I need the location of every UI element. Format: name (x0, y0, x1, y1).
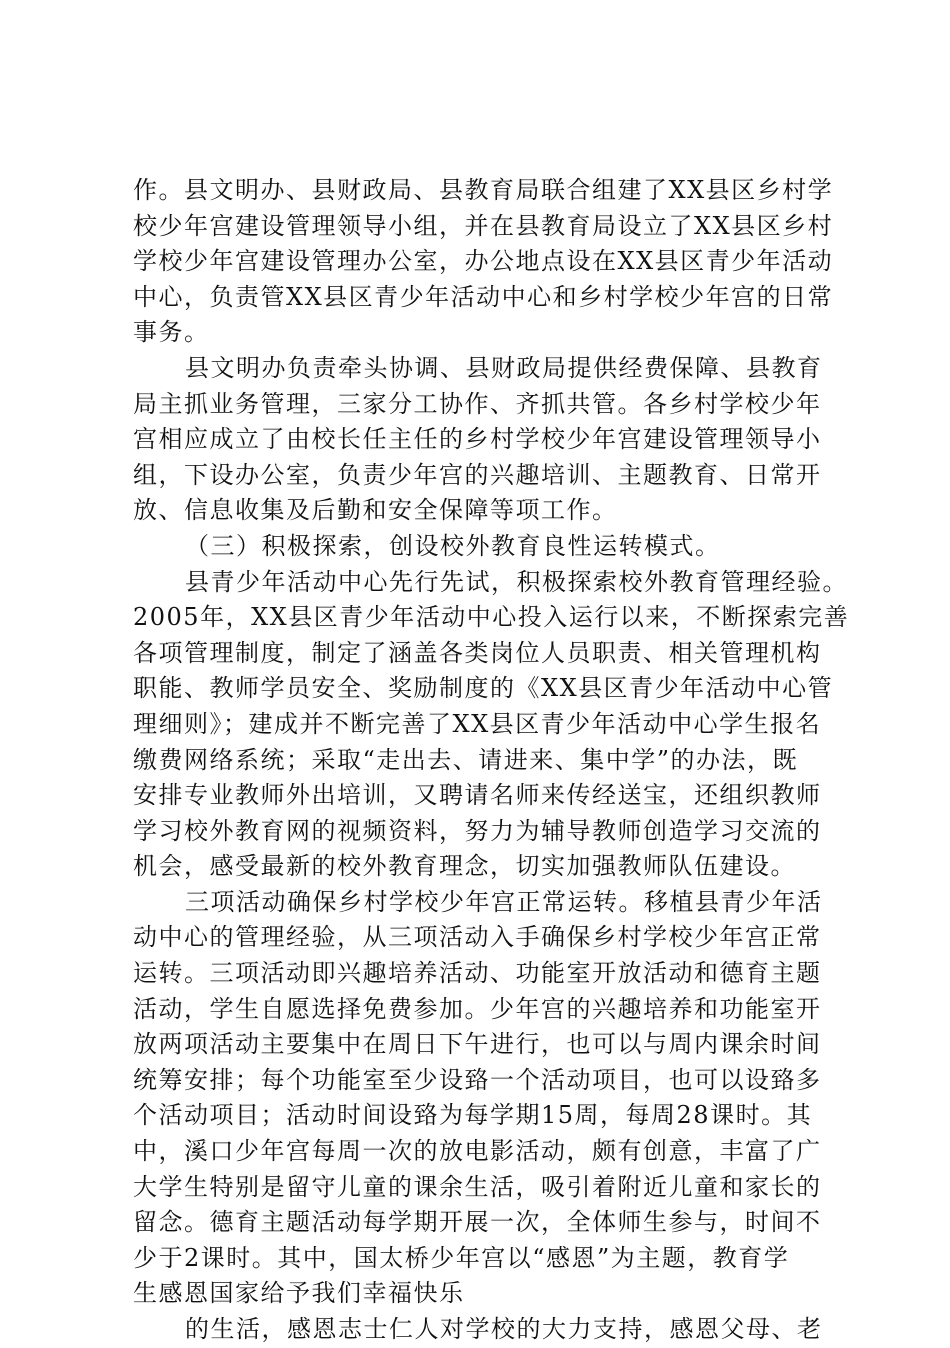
text-line: 中心，负责管XX县区青少年活动中心和乡村学校少年宫的日常 (133, 282, 834, 311)
text-line: 放两项活动主要集中在周日下午进行，也可以与周内课余时间 (133, 1030, 822, 1059)
text-line: 职能、教师学员安全、奖励制度的《XX县区青少年活动中心管 (133, 674, 834, 703)
text-line: 个活动项目；活动时间设臵为每学期15周，每周28课时。其 (133, 1101, 813, 1130)
text-line: 运转。三项活动即兴趣培养活动、功能室开放活动和德育主题 (133, 959, 822, 988)
text-line: 县青少年活动中心先行先试，积极探索校外教育管理经验。 (185, 567, 848, 596)
text-line: 宫相应成立了由校长任主任的乡村学校少年宫建设管理领导小 (133, 425, 822, 454)
text-line: 放、信息收集及后勤和安全保障等项工作。 (133, 496, 618, 525)
text-line: （三）积极探索，创设校外教育良性运转模式。 (185, 531, 721, 560)
text-line: 学习校外教育网的视频资料，努力为辅导教师创造学习交流的 (133, 816, 822, 845)
text-line: 动中心的管理经验，从三项活动入手确保乡村学校少年宫正常 (133, 923, 822, 952)
text-line: 学校少年宫建设管理办公室，办公地点设在XX县区青少年活动 (133, 247, 834, 276)
text-line: 大学生特别是留守儿童的课余生活，吸引着附近儿童和家长的 (133, 1172, 822, 1201)
text-line: 作。县文明办、县财政局、县教育局联合组建了XX县区乡村学 (133, 176, 834, 204)
text-line: 生感恩国家给予我们幸福快乐 (133, 1279, 465, 1308)
text-line: 留念。德育主题活动每学期开展一次，全体师生参与，时间不 (133, 1208, 822, 1237)
text-line: 理细则》；建成并不断完善了XX县区青少年活动中心学生报名 (133, 709, 822, 738)
text-line: 中，溪口少年宫每周一次的放电影活动，颇有创意，丰富了广 (133, 1137, 822, 1166)
text-line: 安排专业教师外出培训，又聘请名师来传经送宝，还组织教师 (133, 781, 822, 810)
text-line: 统筹安排；每个功能室至少设臵一个活动项目，也可以设臵多 (133, 1065, 822, 1094)
document-body (133, 173, 850, 1348)
text-line: 2005年，XX县区青少年活动中心投入运行以来，不断探索完善 (133, 603, 850, 632)
text-line: 县文明办负责牵头协调、县财政局提供经费保障、县教育 (185, 353, 823, 382)
text-line: 活动，学生自愿选择免费参加。少年宫的兴趣培养和功能室开 (133, 994, 822, 1023)
text-line: 校少年宫建设管理领导小组，并在县教育局设立了XX县区乡村 (133, 211, 834, 240)
text-line: 少于2课时。其中，国太桥少年宫以“感恩”为主题，教育学 (133, 1243, 790, 1272)
text-line: 缴费网络系统；采取“走出去、请进来、集中学”的办法，既 (133, 745, 799, 774)
text-line: 的生活，感恩志士仁人对学校的大力支持，感恩父母、老 (185, 1315, 823, 1343)
text-line: 组，下设办公室，负责少年宫的兴趣培训、主题教育、日常开 (133, 460, 822, 489)
text-line: 各项管理制度，制定了涵盖各类岗位人员职责、相关管理机构 (133, 638, 822, 667)
text-line: 机会，感受最新的校外教育理念，切实加强教师队伍建设。 (133, 852, 796, 881)
text-line: 三项活动确保乡村学校少年宫正常运转。移植县青少年活 (185, 887, 823, 916)
text-line: 事务。 (133, 318, 210, 347)
text-line: 局主抓业务管理，三家分工协作、齐抓共管。各乡村学校少年 (133, 389, 822, 418)
